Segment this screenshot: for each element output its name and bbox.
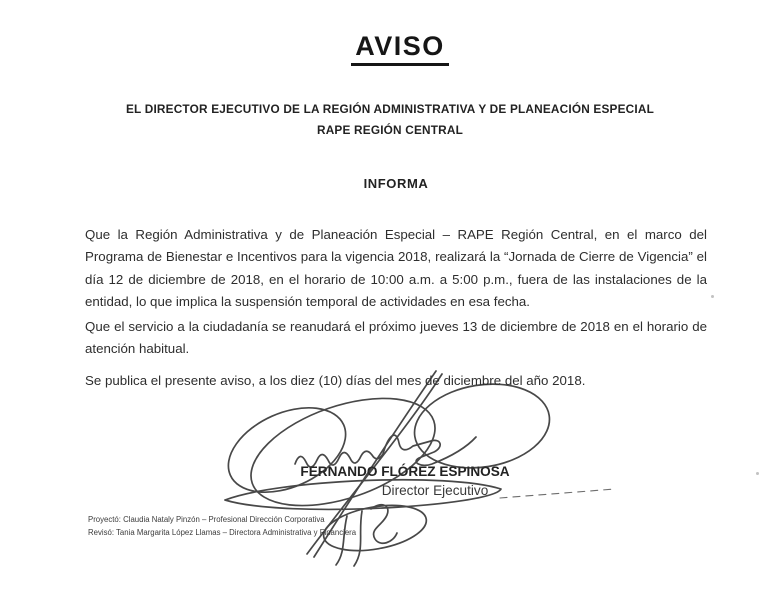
scan-artifact-dot <box>711 295 714 298</box>
paragraph-publication-date: Se publica el presente aviso, a los diez (10) días del mes de diciembre del año 2018. <box>85 373 586 388</box>
document-title <box>32 26 768 66</box>
issuer-line-2: RAPE REGIÓN CENTRAL <box>316 123 464 137</box>
paragraph-service-resume: Que el servicio a la ciudadanía se reanudará el próximo jueves 13 de diciembre de 2018 en el horario de atención habitual. <box>85 319 707 357</box>
footer-reviewed-by: Revisó: Tania Margarita López Llamas – Directora Administrativa y Financiera <box>88 528 357 537</box>
issuer-line-1: EL DIRECTOR EJECUTIVO DE LA REGIÓN ADMINISTRATIVA Y DE PLANEACIÓN ESPECIAL <box>125 102 655 116</box>
signatory-name: FERNANDO FLÓREZ ESPINOSA <box>300 464 510 479</box>
paragraph-announcement: Que la Región Administrativa y de Planeación Especial – RAPE Región Central, en el marco del Programa de Bienestar e Incentivos para la vigencia 2018, realizará la “Jornada de Cierre de Vigencia” el día 12 de diciembre de 2018, en el horario de 10:00 a.m. a 5:00 p.m., fuera de las instalaciones de la entidad, lo que implica la suspensión temporal de actividades en esa fecha. <box>85 227 707 310</box>
footer-credits <box>88 513 356 539</box>
section-heading: INFORMA <box>363 176 429 191</box>
signatory-title: Director Ejecutivo <box>381 483 489 498</box>
document-title-text: AVISO <box>351 31 449 66</box>
footer-prepared-by: Proyectó: Claudia Nataly Pinzón – Profesional Dirección Corporativa <box>88 515 325 524</box>
issuer-heading <box>12 99 768 141</box>
